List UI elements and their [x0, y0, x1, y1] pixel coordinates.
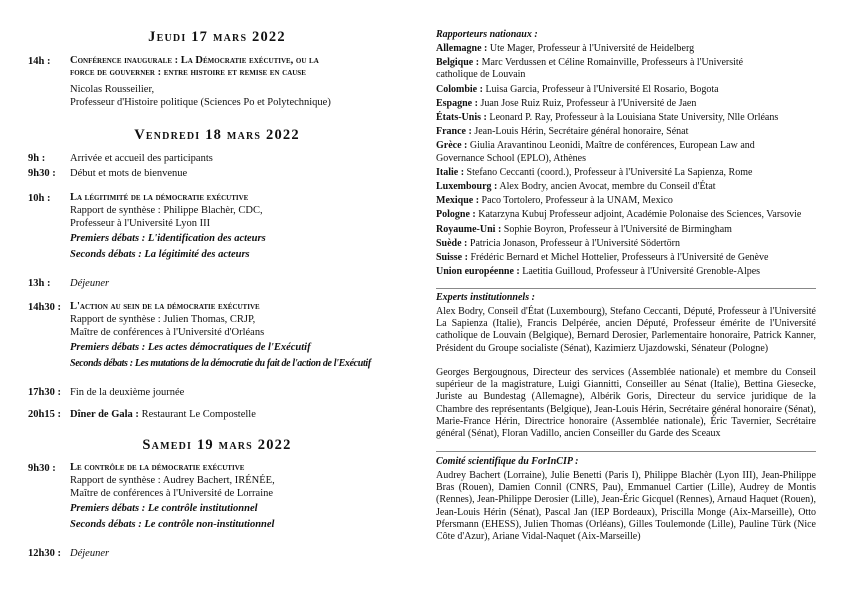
comite-members: Audrey Bachert (Lorraine), Julie Benetti (Paris I), Philippe Blachèr (Lyon III), Jean-Philippe Bras (Rouen), Damien Connil (CNRS, Pau), Emmanuel Cartier (Lille), Audrey de Montis (Rennes), Jean-Philippe Derosier (Lille), Jean-Éric Gicquel (Rennes), Arnaud Haquet (Rouen), Jean-Louis Hérin (Sénat), Pascal Jan (IEP Bordeaux), Priscilla Monge (Aix-Marseille), Otto Pfersmann (EHESS), Julien Thomas (Orléans), Gilles Toulemonde (Lille), Pauline Türk (Nice Côte d'Azur), Ariane Vidal-Naquet (Aix-Marseille) — [436, 470, 816, 543]
rapporteur-detail: Paco Tortolero, Professeur à la UNAM, Mexico — [479, 195, 673, 207]
rapporteur-country: Espagne : — [436, 97, 478, 109]
rapporteurs-list — [436, 43, 816, 280]
rapporteur-detail: Giulia Aravantinou Leonidi, Maître de conférences, European Law and — [467, 140, 755, 152]
speaker-role: Professeur d'Histoire politique (Sciences Po et Polytechnique) — [70, 97, 331, 108]
premiers-debats: Premiers débats : L'identification des acteurs — [70, 233, 266, 244]
rapporteur-country: Allemagne : — [436, 43, 488, 54]
rapporteur-detail: Laetitia Guilloud, Professeur à l'Université Grenoble-Alpes — [519, 266, 761, 278]
event-title: L'action au sein de la démocratie exécutive — [70, 301, 260, 312]
rapporteur-detail: Leonard P. Ray, Professeur à la Louisiana State University, Nlle Orléans — [486, 112, 779, 124]
rapporteur-role: Professeur à l'Université Lyon III — [70, 218, 211, 229]
rapporteur-detail: Ute Mager, Professeur à l'Université de Heidelberg — [487, 43, 695, 54]
comite-title: Comité scientifique du ForInCIP : — [436, 456, 579, 467]
event-time: 14h : — [28, 56, 51, 67]
rapport-synthese: Rapport de synthèse : Philippe Blachèr, CDC, — [70, 205, 263, 216]
event-time: 14h30 : — [28, 302, 61, 313]
experts-paragraph-2: Georges Bergougnous, Directeur des services (Assemblée nationale) et membre du Conseil supérieur de la magistrature, Luigi Giannitti, Conseiller au Sénat (Italie), Bettina Giesecke, Juriste au Bundestag (Allemagne), Albérik Goris, Directeur du service juridique de la Chambre des représentants (Belgique), Jean-Louis Hérin, Secrétaire général honoraire (Sénat), Marie-France Hérin, Directrice honoraire (Assemblée nationale), Éric Tavernier, Secrétaire général (Sénat), Floran Vadillo, ancien Conseiller du Garde des Sceaux — [436, 367, 816, 440]
rapporteur-entry — [436, 84, 816, 96]
rapporteur-country: Royaume-Uni : — [436, 223, 502, 235]
rapporteur-detail: catholique de Louvain — [436, 69, 526, 81]
rapporteur-detail: Governance School (EPLO), Athènes — [436, 152, 586, 164]
seconds-debats: Seconds débats : La légitimité des acteurs — [70, 249, 250, 260]
rapporteur-entry — [436, 195, 816, 207]
event-time: 20h15 : — [28, 409, 61, 420]
section-divider — [436, 451, 816, 452]
rapporteur-detail: Katarzyna Kubuj Professeur adjoint, Académie Polonaise des Sciences, Varsovie — [475, 209, 802, 221]
experts-title: Experts institutionnels : — [436, 292, 535, 303]
rapporteur-entry — [436, 140, 816, 164]
rapporteur-detail: Frédéric Bernard et Michel Hottelier, Professeurs à l'Université de Genève — [467, 252, 769, 264]
event-time: 9h30 : — [28, 463, 56, 474]
rapporteur-country: Luxembourg : — [436, 181, 498, 193]
rapporteur-country: Suède : — [436, 237, 468, 249]
event-body — [70, 55, 406, 109]
rapporteur-detail: Juan Jose Ruiz Ruiz, Professeur à l'Université de Jaen — [477, 97, 697, 109]
rapporteur-country: États-Unis : — [436, 112, 487, 124]
event-title-line-1: Conférence inaugurale : La Démocratie exécutive, ou la — [70, 55, 319, 66]
event-time: 12h30 : — [28, 548, 61, 559]
event-body — [70, 408, 406, 421]
event-text: Déjeuner — [70, 548, 110, 559]
rapporteur-entry — [436, 209, 816, 221]
event-text: Déjeuner — [70, 278, 110, 289]
premiers-debats: Premiers débats : Les actes démocratiques de l'Exécutif — [70, 342, 311, 353]
seconds-debats: Seconds débats : Le contrôle non-institutionnel — [70, 519, 275, 530]
rapporteur-country: Mexique : — [436, 195, 480, 207]
rapporteur-role: Maître de conférences à l'Université de Lorraine — [70, 488, 274, 499]
day-heading-jeudi: Jeudi 17 mars 2022 — [148, 29, 286, 45]
rapporteurs-title: Rapporteurs nationaux : — [436, 29, 538, 40]
event-time: 9h30 : — [28, 168, 56, 179]
rapporteur-country: Grèce : — [436, 140, 468, 152]
event-time: 9h : — [28, 153, 46, 164]
rapporteur-country: Pologne : — [436, 209, 476, 221]
rapport-synthese: Rapport de synthèse : Audrey Bachert, IRÉNÉE, — [70, 475, 275, 486]
diner-venue: Restaurant Le Compostelle — [141, 409, 256, 420]
event-body — [70, 462, 406, 531]
speaker-name: Nicolas Rousseilier, — [70, 84, 155, 95]
day-heading-vendredi: Vendredi 18 mars 2022 — [134, 127, 300, 143]
rapporteur-entry — [436, 181, 816, 193]
rapporteur-detail: Alex Bodry, ancien Avocat, membre du Conseil d'État — [497, 181, 716, 193]
section-divider — [436, 288, 816, 289]
rapporteur-entry — [436, 224, 816, 236]
event-time: 17h30 : — [28, 387, 61, 398]
rapporteur-detail: Marc Verdussen et Céline Romainville, Professeurs à l'Université — [479, 57, 744, 69]
rapporteur-country: France : — [436, 126, 472, 138]
rapporteur-entry — [436, 167, 816, 179]
day-heading-samedi: Samedi 19 mars 2022 — [142, 437, 292, 453]
event-body — [70, 192, 406, 261]
rapporteur-entry — [436, 126, 816, 138]
rapporteur-detail: Sophie Boyron, Professeur à l'Université de Birmingham — [501, 223, 732, 235]
rapporteur-entry — [436, 238, 816, 250]
rapporteur-detail: Stefano Ceccanti (coord.), Professeur à l'Université La Sapienza, Rome — [464, 166, 753, 178]
rapporteur-entry — [436, 252, 816, 264]
rapporteur-entry — [436, 98, 816, 110]
premiers-debats: Premiers débats : Le contrôle institutionnel — [70, 503, 258, 514]
event-time: 10h : — [28, 193, 51, 204]
event-text: Arrivée et accueil des participants — [70, 153, 213, 164]
event-text: Début et mots de bienvenue — [70, 168, 188, 179]
rapporteur-entry — [436, 266, 816, 278]
seconds-debats: Seconds débats : Les mutations de la démocratie du fait de l'action de l'Exécutif — [70, 358, 371, 369]
experts-paragraph-1: Alex Bodry, Conseil d'État (Luxembourg), Stefano Ceccanti, Député, Professeur à l'Université La Sapienza (Italie), Francis Delpérée, ancien Député, Professeur émérite de l'Université catholique de Louvain (Belgique), Bernard Derosier, Parlementaire honoraire, Patrick Kanner, Président du Groupe socialiste (Sénat), Kazimierz Ujazdowski, Sénateur (Pologne) — [436, 306, 816, 354]
diner-label: Dîner de Gala : — [70, 409, 139, 420]
rapporteur-entry — [436, 43, 816, 55]
rapporteur-country: Suisse : — [436, 252, 468, 264]
rapporteur-role: Maître de conférences à l'Université d'Orléans — [70, 327, 265, 338]
rapport-synthese: Rapport de synthèse : Julien Thomas, CRJP, — [70, 314, 256, 325]
rapporteur-country: Belgique : — [436, 57, 480, 69]
event-title-line-2: force de gouverner : entre histoire et remise en cause — [70, 67, 306, 78]
rapporteur-entry — [436, 57, 816, 81]
rapporteur-detail: Jean-Louis Hérin, Secrétaire général honoraire, Sénat — [471, 126, 689, 138]
rapporteur-country: Colombie : — [436, 83, 483, 95]
rapporteur-country: Union européenne : — [436, 266, 520, 278]
event-body — [70, 301, 406, 370]
rapporteur-detail: Patricia Jonason, Professeur à l'Université Södertörn — [467, 237, 680, 249]
rapporteur-entry — [436, 112, 816, 124]
event-time: 13h : — [28, 278, 51, 289]
rapporteur-country: Italie : — [436, 166, 465, 178]
event-title: La légitimité de la démocratie exécutive — [70, 192, 249, 203]
event-text: Fin de la deuxième journée — [70, 387, 185, 398]
event-title: Le contrôle de la démocratie exécutive — [70, 462, 245, 473]
rapporteur-detail: Luisa Garcia, Professeur à l'Université El Rosario, Bogota — [482, 83, 719, 95]
